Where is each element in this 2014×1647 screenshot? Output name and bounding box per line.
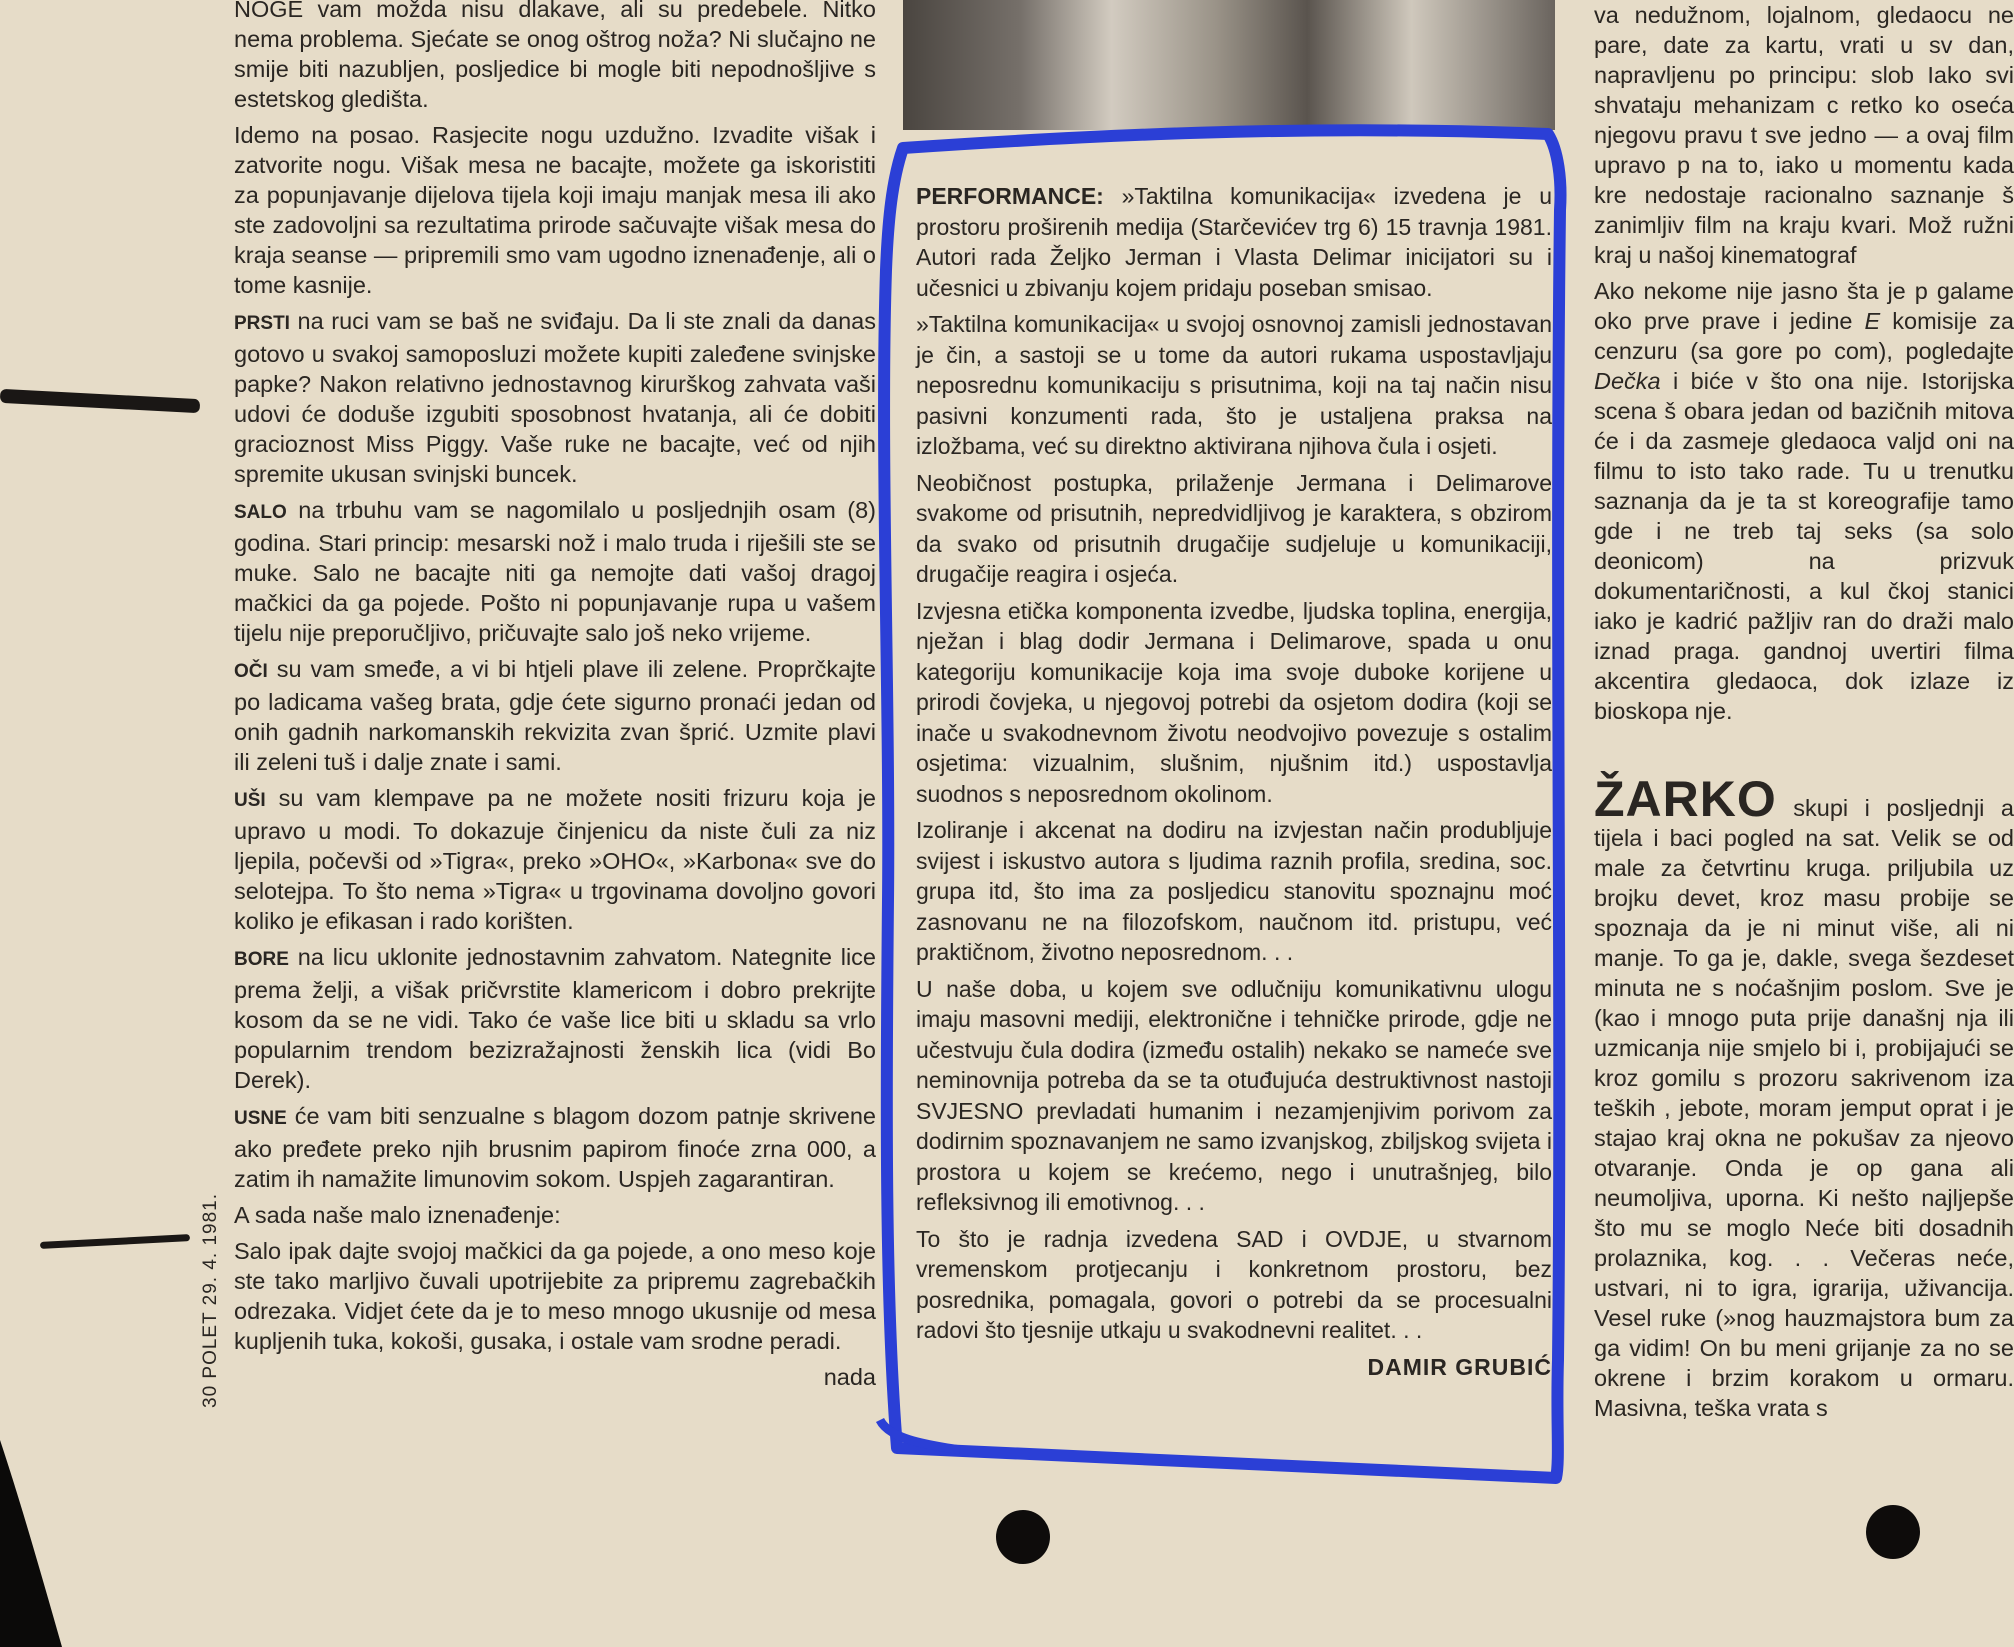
left-article-column — [234, 0, 876, 1398]
text-zarko: skupi i posljednji a tijela i baci pogled na sat. Velik se od male za četvrtinu kruga. priljubila uz brojku devet, kroz masu probije se spoznaja da je ni minut više, ali ni manje. To ga je, dakle, svega šezdeset minuta ne s noćašnjim poslom. Sve je (kao i mnogo puta prije današnj nja ili uzmicanja nije smjelo bi i, probijajući se kroz gomilu s prozoru sakrivenom iza teških , jebote, moram jemput oprat i je stajao kraj okna ne pokušav za njeovo otvaranje. Onda je op gana ali neumoljiva, uporna. Ki nešto najljepše što mu se moglo Neće biti dosadnih prolaznika, kog. . . Večeras neće, ustvari, ni to igra, igrarija, uživancija. Vesel ruke (»nog hauzmajstora bum za ga vidim! On bu meni grijanje za no se okrene i brzim korakom u ormaru. Masivna, teška vrata s — [1594, 795, 2014, 1421]
keyword-usne: USNE — [234, 1108, 287, 1129]
text-usne: će vam biti senzualne s blagom dozom patnje skrivene ako pređete preko njih brusnim papirom finoće zrna 000, a zatim ih namažite limunovim sokom. Uspjeh zagarantiran. — [234, 1103, 876, 1192]
keyword-salo: SALO — [234, 502, 287, 523]
paragraph-usi — [234, 783, 876, 936]
paragraph-oci — [234, 654, 876, 777]
text-lead: »Taktilna komunikacija« izvedena je u prostoru proširenih medija (Starčevićev trg 6) 15 travnja 1981. Autori rada Željko Jerman i Vlasta Delimar inicijatori su i učesnici u zbivanju kojem pridaju poseban smisao. — [916, 183, 1552, 301]
paragraph-posao: Idemo na posao. Rasjecite nogu uzdužno. Izvadite višak i zatvorite nogu. Višak mesa ne bacajte, možete ga iskoristiti za popunjavanje dijelova tijela koji imaju manjak mesa ili ako ste zadovoljni sa rezultatima prirode sačuvajte višak mesa do kraja seanse — pripremili smo vam ugodno iznenađenje, ali o tome kasnije. — [234, 122, 876, 298]
paragraph-7: To što je radnja izvedena SAD i OVDJE, u stvarnom vremenskom protjecanju i konkretnom prostoru, bez posrednika, pomagala, govori o potrebi da se procesualni radovi što tjesnije utkaju u svakodnevni realitet. . . — [916, 1225, 1552, 1343]
paragraph-final: Salo ipak dajte svojoj mačkici da ga pojede, a ono meso koje ste tako marljivo čuvali upotrijebite za pripremu zagrebačkih odrezaka. Vidjet ćete da je to meso mnogo ukusnije od mesa kupljenih tuka, kokoši, gusaka, i ostale vam srodne peradi. — [234, 1238, 876, 1354]
paragraph-2: »Taktilna komunikacija« u svojoj osnovnoj zamisli jednostavan je čin, a sastoji se u tome da autori rukama uspostavljaju neposrednu komunikaciju s prisutnima, koji na taj način nisu pasivni konzumenti rada, što je ustaljena praksa na izložbama, već su direktno aktivirana njihova čula i osjeti. — [916, 311, 1552, 459]
paragraph-3: Neobičnost postupka, prilaženje Jermana i Delimarove svakome od prisutnih, nepredvidljivog je karaktera, s obzirom da svako od prisutnih drugačije sudjeluje u komunikaciji, drugačije reagira i osjeća. — [916, 469, 1552, 587]
text-right-2-em: E — [1864, 308, 1881, 334]
text-salo: na trbuhu vam se nagomilalo u posljednjih osam (8) godina. Stari princip: mesarski nož i malo truda i riješili ste se muke. Salo ne bacajte niti ga nemojte dati vašoj dragoj mačkici da ga pojede. Pošto ni popunjavanje rupa u vašem tijelu nije preporučljivo, pričuvajte salo još neko vrijeme. — [234, 497, 876, 646]
keyword-performance: PERFORMANCE: — [916, 183, 1104, 209]
performance-article-column — [916, 181, 1552, 1388]
keyword-usi: UŠI — [234, 790, 266, 811]
headline-zarko: ŽARKO — [1594, 771, 1777, 827]
punch-hole-left — [996, 1510, 1050, 1564]
punch-hole-right — [1866, 1505, 1920, 1559]
paragraph-4: Izvjesna etička komponenta izvedbe, ljudska toplina, energija, nježan i blag dodir Jermana i Delimarove, spada u onu kategoriju komunikacije koja ima svoje duboke korijene u prirodi čovjeka, u njegovoj potrebi da osjetom dodira (koji se inače u svakodnevnom životu neodvojivo povezuje s ostalim osjetima: vizualnim, slušnim, njušnim itd.) uspostavlja suodnos s neposrednom okolinom. — [916, 597, 1552, 807]
paragraph-usne — [234, 1101, 876, 1194]
paragraph-salo — [234, 495, 876, 648]
text-bore: na licu uklonite jednostavnim zahvatom. Nategnite lice prema želji, a višak pričvrstite klamericom i dobro prekrijte kosom da se ne vidi. Tako će vaše lice biti u skladu sa vrlo popularnim trendom bezizražajnosti ženskih lica (vidi Bo Derek). — [234, 944, 876, 1093]
paragraph-6: U naše doba, u kojem sve odlučniju komunikativnu ulogu imaju masovni mediji, elektronične i tehničke prirode, gdje ne učestvuju čula dodira (između ostalih) nekako se nameće sve neminovnija potreba da se ta otuđujuća destruktivnost nastoji SVJESNO prevladati humanim i nezamjenjivim porivom za dodirnim spoznavanjem ne samo izvanjskog, zbiljskog svijeta i prostora u kojem se krećemo, nego i unutrašnjeg, bilo refleksivnog ili emotivnog. . . — [916, 975, 1552, 1215]
keyword-prsti: PRSTI — [234, 313, 290, 334]
text-right-2c: i biće v što ona nije. Istorijska scena š obara jedan od bazičnih mitova će i da zasmeje gledaoca valjd oni na filmu to isto tako rade. Tu u trenutku saznanja da je ta st koreografije tamo gde i ne treb taj seks (sa solo deonicom) na prizvuk dokumentaričnosti, a kul čkoj stanici iako je kadrić pažljiv ran do draži malo iznad praga. gandnoj uvertiri filma akcentira gledaoca, dok izlaze iz bioskopa nje. — [1594, 368, 2014, 724]
paragraph-right-2 — [1594, 276, 2014, 726]
left-author: nada — [823, 1364, 876, 1390]
right-article-column — [1594, 0, 2014, 1429]
paragraph-right-1: va nedužnom, lojalnom, gledaocu ne pare, date za kartu, vrati u sv dan, napravljenu po principu: slob Iako svi shvataju mehanizam c retko ko oseća njegovu pravu t sve jedno — a ovaj film upravo p na to, iako u momentu kada kre nedostaje racionalno saznanje š zanimljiv film na kraju kvari. Mož ružni kraj u našoj kinematograf — [1594, 2, 2014, 268]
pen-stroke-tail — [880, 1420, 960, 1450]
film-title-decka: Dečka — [1594, 368, 1661, 394]
photo-halftone — [903, 0, 1555, 130]
binder-shadow — [0, 1440, 90, 1647]
keyword-bore: BORE — [234, 949, 289, 970]
text-usi: su vam klempave pa ne možete nositi frizuru koja je upravo u modi. To dokazuje činjenicu da niste čuli za niz ljepila, počevši od »Tigra«, preko »OHO«, »Karbona« sve do selotejpa. To što nema »Tigra« u trgovinama dovoljno govori koliko je efikasan i rado korišten. — [234, 785, 876, 934]
text-right-2b: komisije za cenzuru (sa gore po com), pogledajte — [1594, 308, 2014, 364]
paragraph-lead — [916, 181, 1552, 303]
paragraph-bore — [234, 942, 876, 1095]
ink-mark-upper — [0, 389, 200, 413]
paragraph-5: Izoliranje i akcenat na dodiru na izvjestan način produbljuje svijest i iskustvo autora s ljudima raznih profila, sredina, soc. grupa itd, što ima za posljedicu stanovitu spoznajnu moć zasnovanu ne na filozofskom, naučnom itd. pristupu, već praktičnom, životno neposrednom. . . — [916, 817, 1552, 965]
paragraph-prsti — [234, 306, 876, 489]
issue-caption: 30 POLET 29. 4. 1981. — [200, 1192, 221, 1408]
article-author: DAMIR GRUBIĆ — [1367, 1353, 1552, 1380]
paragraph-noge: NOGE vam možda nisu dlakave, ali su predebele. Nitko nema problema. Sjećate se onog oštrog noža? Ni slučajno ne smije biti nazubljen, posljedice bi mogle biti nepodnošljive s estetskog gledišta. — [234, 0, 876, 112]
text-right-2a: Ako nekome nije jasno šta je p galame oko prve prave i jedine — [1594, 278, 2014, 334]
paragraph-zarko — [1594, 771, 2014, 1423]
keyword-oci: OČI — [234, 661, 268, 682]
text-oci: su vam smeđe, a vi bi htjeli plave ili zelene. Proprčkajte po ladicama vašeg brata, gdje ćete sigurno pronaći jedan od onih gadnih narkomanskih rekvizita zvan šprić. Uzmite plavi ili zeleni tuš i dalje znate i sami. — [234, 656, 876, 775]
paragraph-iznenadjenje: A sada naše malo iznenađenje: — [234, 1202, 561, 1228]
text-prsti: na ruci vam se baš ne sviđaju. Da li ste znali da danas gotovo u svakoj samoposluzi možete kupiti zaleđene svinjske papke? Nakon relativno jednostavnog kirurškog zahvata vaši udovi će doduše izgubiti sposobnost hvatanja, ali će dobiti gracioznost Miss Piggy. Vaše ruke ne bacajte, već od njih spremite ukusan svinjski buncek. — [234, 308, 876, 487]
ink-mark-lower — [40, 1234, 190, 1249]
binder-shadow-shape — [0, 1440, 62, 1647]
